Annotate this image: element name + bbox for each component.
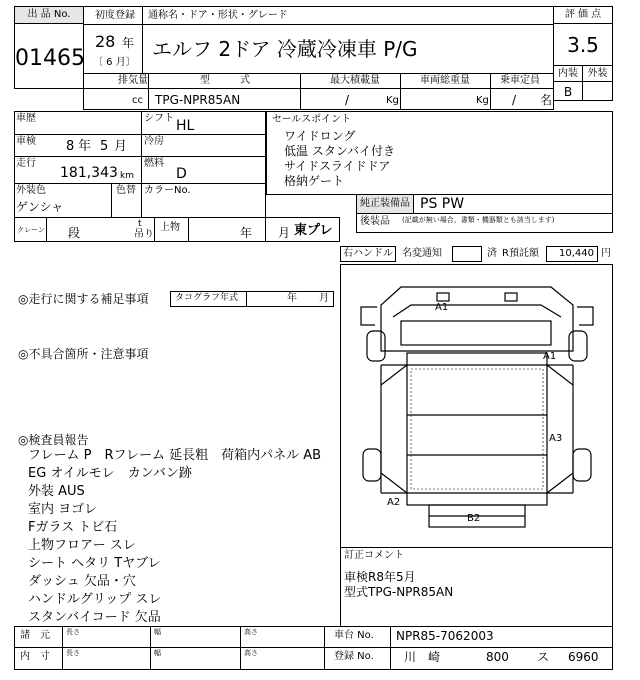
model-type-value: TPG-NPR85AN bbox=[155, 93, 241, 107]
recycle-amount: 10,440 bbox=[559, 248, 594, 259]
body-maker-label: 上物 bbox=[160, 222, 180, 233]
history-label: 車歴 bbox=[16, 113, 36, 124]
inspection-label: 車検 bbox=[16, 136, 36, 147]
damage-mark: A1 bbox=[543, 351, 557, 362]
mileage-unit: km bbox=[120, 171, 134, 181]
color-label: 外装色 bbox=[16, 185, 46, 196]
correction-line: 車検R8年5月 bbox=[344, 570, 416, 584]
interior-label-cell bbox=[553, 65, 583, 82]
fuel-value: D bbox=[176, 166, 187, 182]
rhd-label: 右ハンドル bbox=[343, 248, 393, 259]
first-reg-year-unit: 年 bbox=[122, 36, 135, 50]
inspector-line: スタンバイコード 欠品 bbox=[28, 610, 161, 625]
damage-mark: B2 bbox=[467, 513, 481, 524]
width-label: 幅 bbox=[154, 649, 161, 657]
crane-lift: 吊り bbox=[134, 229, 154, 240]
recycle-unit: 円 bbox=[601, 248, 611, 259]
capacity-label: 乗車定員 bbox=[500, 75, 540, 86]
lot-no-cell bbox=[14, 23, 84, 89]
body-month: 月 bbox=[278, 226, 291, 240]
damage-mark: A1 bbox=[435, 302, 449, 313]
capacity-slash: / bbox=[512, 93, 517, 107]
change-notice-label: 名変通知 bbox=[402, 248, 442, 259]
damage-mark: A3 bbox=[549, 433, 563, 444]
registration-kana: ス bbox=[537, 650, 550, 664]
equipment-label: 純正装備品 bbox=[360, 198, 410, 209]
first-reg-month: 〔 6 月〕 bbox=[93, 57, 136, 68]
damage-mark: A2 bbox=[387, 497, 401, 508]
inspector-line: EG オイルモレ カンバン跡 bbox=[28, 466, 192, 481]
defects-label: ◎不具合箇所・注意事項 bbox=[18, 347, 149, 361]
exterior-label-cell bbox=[582, 65, 613, 82]
retrofit-note: (記載が無い場合、書類・機器類とも該当します) bbox=[402, 216, 555, 224]
registration-class: 800 bbox=[486, 650, 509, 664]
inspection-year: 8 bbox=[66, 139, 75, 154]
model-type-label: 型 式 bbox=[200, 75, 250, 86]
grade-cell bbox=[553, 23, 613, 66]
color-change-label: 色替 bbox=[116, 185, 136, 196]
inspector-line: ダッシュ 欠品・穴 bbox=[28, 574, 136, 589]
capacity-unit: 名 bbox=[540, 93, 553, 107]
recycle-amount-cell bbox=[546, 246, 598, 262]
mileage: 181,343 bbox=[60, 165, 118, 181]
tacho-label: タコグラフ年式 bbox=[175, 293, 239, 303]
registration-label: 登録 No. bbox=[334, 651, 374, 662]
inspector-line: シート ヘタリ Tヤブレ bbox=[28, 556, 161, 571]
chassis-no: NPR85-7062003 bbox=[396, 629, 494, 643]
crane-label: クレーン bbox=[17, 226, 45, 234]
inspection-month-unit: 月 bbox=[114, 139, 128, 154]
damage-diagram-box bbox=[340, 264, 613, 548]
equipment-label-cell bbox=[356, 194, 414, 214]
grade: 3.5 bbox=[567, 33, 599, 57]
body-year: 年 bbox=[240, 226, 253, 240]
equipment-value: PS PW bbox=[420, 196, 465, 212]
inspection-month: 5 bbox=[100, 139, 109, 154]
kg-unit-2: Kg bbox=[476, 95, 489, 106]
length-label: 長さ bbox=[66, 649, 80, 657]
interior-label: 内装 bbox=[558, 68, 578, 79]
inspector-line: 室内 ヨゴレ bbox=[28, 502, 98, 517]
retrofit-label: 後装品 bbox=[360, 216, 390, 227]
spec-label-row bbox=[83, 73, 554, 89]
inspector-line: フレーム P Rフレーム 延長粗 荷箱内パネル AB bbox=[28, 448, 322, 463]
footer-block bbox=[14, 626, 613, 670]
inspector-line: 上物フロアー スレ bbox=[28, 538, 136, 553]
max-load-slash: / bbox=[345, 93, 350, 107]
color-value: ゲンシャ bbox=[16, 200, 64, 214]
model-name: エルフ 2ドア 冷蔵冷凍車 P/G bbox=[152, 37, 418, 61]
crane-stage: 段 bbox=[68, 226, 81, 240]
truck-diagram bbox=[341, 265, 614, 549]
inspector-line: Fガラス トビ石 bbox=[28, 520, 118, 535]
correction-line: 型式TPG-NPR85AN bbox=[344, 585, 454, 599]
lot-no-label-cell bbox=[14, 6, 84, 24]
exterior-label: 外装 bbox=[587, 68, 608, 79]
spec-dim-label: 諸 元 bbox=[20, 630, 50, 641]
tacho-year: 年 bbox=[287, 293, 297, 304]
crane-ton: t bbox=[138, 219, 142, 229]
model-label: 通称名・ドア・形状・グレード bbox=[148, 10, 288, 21]
sales-point-item: ワイドロング bbox=[284, 129, 356, 143]
fuel-label: 燃料 bbox=[144, 158, 164, 169]
shift-value: HL bbox=[176, 118, 195, 134]
kg-unit-1: Kg bbox=[386, 95, 399, 106]
grade-label-cell bbox=[553, 6, 613, 24]
cc-unit: cc bbox=[132, 95, 143, 106]
recycle-label: R預託額 bbox=[502, 248, 539, 259]
length-label: 長さ bbox=[66, 628, 80, 636]
width-label: 幅 bbox=[154, 628, 161, 636]
shift-label: シフト bbox=[144, 113, 174, 124]
chassis-label: 車台 No. bbox=[334, 630, 374, 641]
interior-grade-cell bbox=[553, 81, 583, 101]
ac-label: 冷房 bbox=[144, 136, 164, 147]
grade-label: 評 価 点 bbox=[564, 9, 602, 20]
inspection-year-unit: 年 bbox=[78, 139, 92, 154]
sales-point-item: サイドスライドドア bbox=[284, 159, 391, 173]
first-reg-label: 初度登録 bbox=[95, 10, 135, 21]
first-reg-year: 28 bbox=[95, 32, 116, 51]
max-load-label: 最大積載量 bbox=[330, 75, 380, 86]
sales-point-item: 低温 スタンバイ付き bbox=[284, 144, 395, 158]
height-label: 高さ bbox=[244, 649, 258, 657]
recycle-done: 済 bbox=[487, 248, 497, 259]
change-notice-box bbox=[452, 246, 482, 262]
height-label: 高さ bbox=[244, 628, 258, 636]
displacement-label: 排気量 bbox=[118, 75, 148, 86]
color-code-label: カラーNo. bbox=[144, 185, 191, 196]
inspector-report-label: ◎検査員報告 bbox=[18, 433, 89, 447]
driving-notes-label: ◎走行に関する補足事項 bbox=[18, 292, 149, 306]
inner-dim-label: 内 寸 bbox=[20, 651, 50, 662]
inspector-line: ハンドルグリップ スレ bbox=[28, 592, 162, 607]
sales-point-item: 格納ゲート bbox=[284, 174, 345, 188]
body-maker: 東プレ bbox=[294, 223, 333, 238]
mileage-label: 走行 bbox=[16, 158, 36, 169]
interior-grade: B bbox=[563, 85, 573, 99]
tacho-month: 月 bbox=[319, 293, 329, 304]
rhd-cell bbox=[340, 246, 396, 262]
sales-points-label: セールスポイント bbox=[272, 114, 352, 125]
exterior-grade-cell bbox=[582, 81, 613, 101]
registration-number: 6960 bbox=[568, 650, 599, 664]
inspector-line: 外装 AUS bbox=[28, 484, 85, 499]
correction-label: 訂正コメント bbox=[344, 550, 404, 561]
registration-area: 川 崎 bbox=[404, 650, 441, 664]
lot-no: 01465 bbox=[15, 46, 85, 71]
lot-no-label: 出 品 No. bbox=[27, 9, 71, 20]
gross-weight-label: 車両総重量 bbox=[420, 75, 470, 86]
